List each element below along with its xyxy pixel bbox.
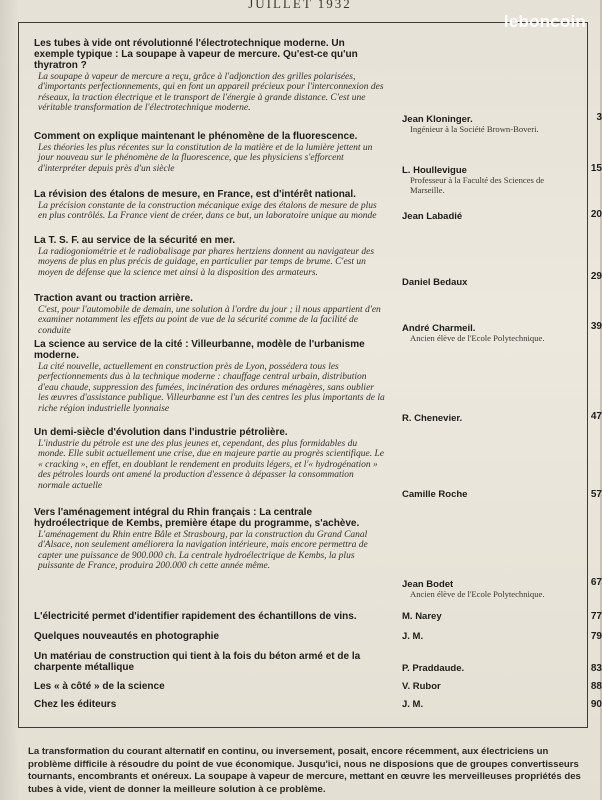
article-author: R. Chenevier.: [402, 413, 463, 424]
article-title: La T. S. F. au service de la sécurité en mer.: [34, 235, 236, 246]
author-block: [402, 489, 582, 500]
page-number: 67: [590, 577, 602, 588]
toc-entry: [34, 38, 602, 134]
article-title: Chez les éditeurs: [34, 699, 117, 710]
article-title: Un demi-siècle d'évolution dans l'industrie pétrolière.: [34, 427, 288, 438]
toc-entry: [34, 339, 602, 427]
article-author: L. Houllevigue: [402, 165, 467, 176]
page-shadow: [0, 0, 20, 800]
article-title: Un matériau de construction qui tient à la fois du béton armé et de la charpente métallique: [34, 651, 361, 673]
issue-month: JUILLET 1932: [248, 0, 352, 11]
article-title: Quelques nouveautés en photographie: [34, 631, 220, 642]
toc-entry: [34, 631, 602, 651]
page-number: 3: [596, 112, 602, 123]
author-block: [402, 663, 582, 674]
article-author: J. M.: [402, 631, 424, 642]
toc-entry: [34, 611, 602, 631]
toc-entry: [34, 507, 602, 611]
author-block: [402, 211, 582, 222]
author-qualification: Professeur à la Faculté des Sciences de Marseille.: [410, 175, 545, 195]
toc-entry: [34, 293, 602, 343]
page-number: 15: [590, 163, 602, 174]
author-qualification: Ancien élève de l'Ecole Polytechnique.: [410, 333, 545, 343]
footer-paragraph: La transformation du courant alternatif en continu, ou inversement, posait, encore récemment, aux électriciens un problème difficile à résoudre du point de vue économique. Jusqu'ici, nous ne disposions que de groupes convertisseurs tournants, encombrants et onéreux. La soupape à vapeur de mercure, mettant en œuvre les merveilleuses propriétés des tubes à vide, vient de donner la meilleure solution à ce problème.: [28, 746, 581, 795]
article-title: La révision des étalons de mesure, en France, est d'intérêt national.: [34, 189, 356, 200]
article-summary: L'aménagement du Rhin entre Bâle et Strasbourg, par la construction du Grand Canal d'Alsace, non seulement améliorera la navigation intérieure, mais encore permettra de capter une puissance de 900.000 ch. La centrale hydroélectrique de Kembs, la plus puissante de France, produira 200.000 ch cette année même.: [38, 530, 368, 572]
leboncoin-logo: leboncoin: [503, 12, 586, 31]
author-block: [402, 681, 582, 692]
author-block: [402, 631, 582, 642]
table-of-contents: [34, 38, 602, 717]
author-block: [402, 611, 582, 622]
toc-entry: [34, 699, 602, 717]
page-number: 47: [590, 411, 602, 422]
article-summary: La cité nouvelle, actuellement en construction près de Lyon, possédera tous les perfectionnements dus à la technique moderne : chauffage central urbain, distribution d'eau chaude, suppression des fumées, incinération des ordures ménagères, sans oublier les œuvres d'assistance publique. Villeurbanne est l'un des centres les plus importants de la riche région industrielle lyonnaise: [38, 362, 385, 414]
page-number: 79: [590, 631, 602, 642]
article-summary: La radiogoniométrie et le radiobalisage par phares hertziens donnent au navigateur des moyens de plus en plus précis de guidage, en particulier par temps de brume. C'est un moyen de défense que la science met ainsi à la disposition des armateurs.: [38, 247, 375, 278]
page-number: 90: [590, 699, 602, 710]
article-summary: La précision constante de la construction mécanique exige des étalons de mesure de plus en plus contrôlés. La France vient de créer, dans ce but, un laboratoire unique au monde: [38, 201, 377, 222]
article-title: Comment on explique maintenant le phénomène de la fluorescence.: [34, 131, 358, 142]
article-author: Jean Bodet: [402, 579, 454, 590]
article-title: Vers l'aménagement intégral du Rhin français : La centrale hydroélectrique de Kembs, première étape du programme, s'achève.: [34, 507, 360, 529]
author-qualification: Ingénieur à la Société Brown-Boveri.: [410, 124, 539, 134]
author-block: [402, 413, 582, 424]
page-number: 83: [590, 663, 602, 674]
article-title: L'électricité permet d'identifier rapidement des échantillons de vins.: [34, 611, 357, 622]
article-author: V. Rubor: [402, 681, 441, 692]
article-summary: C'est, pour l'automobile de demain, une solution à l'ordre du jour ; il nous appartient d'en examiner notamment les effets au point de vue de la sécurité comme de la facilité de conduite: [38, 305, 381, 336]
page-number: 77: [590, 611, 602, 622]
article-author: Camille Roche: [402, 489, 468, 500]
article-author: Jean Labadié: [402, 211, 463, 222]
article-summary: L'industrie du pétrole est une des plus jeunes et, cependant, des plus formidables du monde. Elle subit actuellement une crise, due en majeure partie au progrès scientifique. Le « cracking », en effet, en doublant le rendement en produits légers, et l'« hydrogénation » des pétroles lourds ont amené la production d'essence à dépasser la consommation normale actuelle: [38, 439, 384, 491]
article-summary: La soupape à vapeur de mercure a reçu, grâce à l'adjonction des grilles polarisées, d'importants perfectionnements, qui en font un appareil précieux pour l'interconnexion des réseaux, la traction électrique et le transport de l'énergie à grande distance. C'est une véritable transformation de l'électrotechnique moderne.: [38, 72, 384, 114]
toc-entry: [34, 427, 602, 507]
page-number: 20: [590, 209, 602, 220]
page-number: 57: [590, 489, 602, 500]
toc-entry: [34, 651, 602, 681]
author-block: [402, 277, 582, 288]
page-number: 39: [590, 321, 602, 332]
toc-entry: [34, 235, 602, 293]
author-block: [402, 699, 582, 710]
article-title: La science au service de la cité : Villeurbanne, modèle de l'urbanisme moderne.: [34, 339, 365, 361]
article-author: J. M.: [402, 699, 424, 710]
page-number: 29: [590, 271, 602, 282]
article-title: Les « à côté » de la science: [34, 681, 165, 692]
article-title: Traction avant ou traction arrière.: [34, 293, 193, 304]
author-qualification: Ancien élève de l'Ecole Polytechnique.: [410, 589, 545, 599]
article-author: Daniel Bedaux: [402, 277, 468, 288]
article-author: M. Narey: [402, 611, 442, 622]
author-block: [402, 579, 582, 600]
article-summary: Les théories les plus récentes sur la constitution de la matière et de la lumière jettent un jour nouveau sur le phénomène de la fluorescence, que les physiciens s'efforcent d'interpréter depuis près d'un siècle: [38, 143, 373, 174]
article-author: Jean Kloninger.: [402, 114, 473, 125]
article-author: P. Praddaude.: [402, 663, 465, 674]
toc-entry: [34, 189, 602, 235]
article-title: Les tubes à vide ont révolutionné l'électrotechnique moderne. Un exemple typique : La soupape à vapeur de mercure. Qu'est-ce qu'un thyratron ?: [34, 38, 358, 71]
toc-entry: [34, 681, 602, 699]
article-author: André Charmeil.: [402, 323, 476, 334]
page-number: 88: [590, 681, 602, 692]
